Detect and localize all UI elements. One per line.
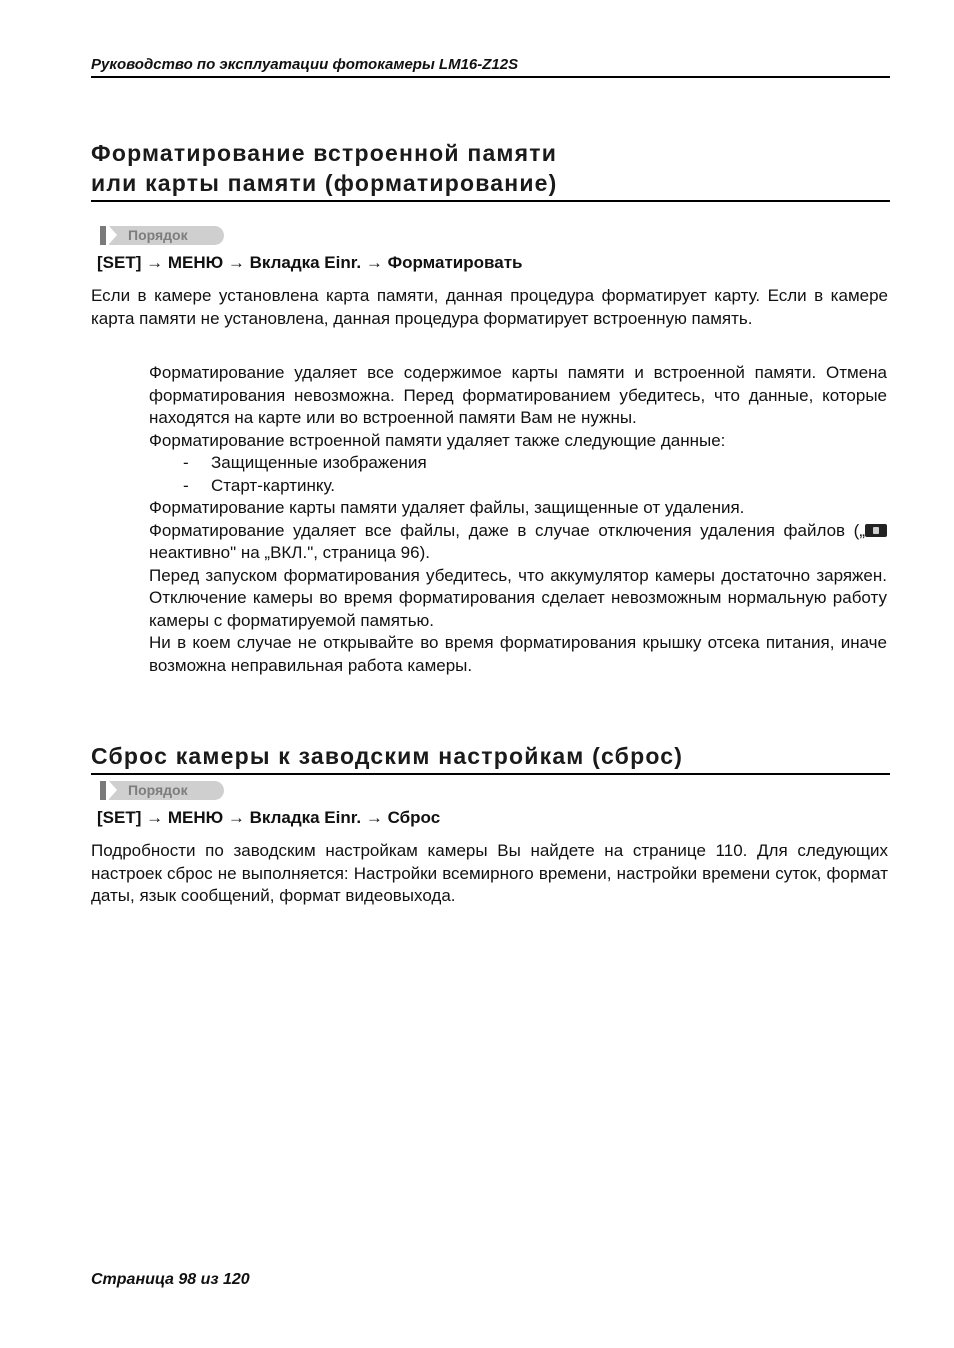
- note-paragraph: [149, 520, 887, 565]
- list-item: [149, 475, 887, 498]
- list-item: [149, 452, 887, 475]
- section-title-line: Форматирование встроенной памяти: [91, 140, 558, 166]
- note-paragraph: Форматирование удаляет все содержимое карты памяти и встроенной памяти. Отмена форматирования невозможна. Перед форматированием убедитесь, что данные, которые находятся на карте или во встроенной памяти Вам не нужны.: [149, 363, 887, 427]
- menu-path-format: [SET] → МЕНЮ → Вкладка Einr. → Форматировать: [97, 253, 523, 272]
- procedure-badge-marker: [100, 781, 106, 800]
- note-paragraph: Форматирование карты памяти удаляет файлы, защищенные от удаления.: [149, 498, 745, 517]
- reset-paragraph: Подробности по заводским настройкам камеры Вы найдете на странице 110. Для следующих настроек сброс не выполняется: Настройки всемирного времени, настройки времени суток, формат даты, язык сообщений, формат видеовыхода.: [91, 841, 888, 905]
- note-text: неактивно" на „ВКЛ.", страница 96).: [149, 543, 430, 562]
- section-title-line: Сброс камеры к заводским настройкам (сброс): [91, 743, 684, 769]
- list-dash: -: [183, 475, 189, 495]
- procedure-badge: [100, 226, 224, 245]
- list-item-text: Защищенные изображения: [211, 453, 427, 472]
- menu-path-reset: [SET] → МЕНЮ → Вкладка Einr. → Сброс: [97, 808, 441, 827]
- list-dash: -: [183, 453, 189, 472]
- document-header: Руководство по эксплуатации фотокамеры LM16-Z12S: [91, 56, 890, 78]
- note-paragraph: Ни в коем случае не открывайте во время форматирования крышку отсека питания, иначе возможна неправильная работа камеры.: [149, 633, 887, 675]
- procedure-badge-marker: [100, 226, 106, 245]
- trash-icon: [865, 524, 887, 537]
- procedure-badge: [100, 781, 224, 800]
- section-title-reset: [91, 741, 890, 775]
- note-paragraph: Форматирование встроенной памяти удаляет также следующие данные:: [149, 430, 726, 450]
- list-item-text: Старт-картинку.: [211, 475, 336, 495]
- page-number: Страница 98 из 120: [91, 1271, 250, 1288]
- section-title-format: [91, 138, 890, 202]
- intro-paragraph: Если в камере установлена карта памяти, данная процедура форматирует карту. Если в камере карта памяти не установлена, данная процедура форматирует встроенную память.: [91, 286, 888, 328]
- procedure-label: Порядок: [128, 782, 188, 798]
- notes-block: [149, 362, 887, 677]
- note-text: Форматирование удаляет все файлы, даже в случае отключения удаления файлов („: [149, 520, 865, 540]
- procedure-label: Порядок: [128, 227, 188, 243]
- section-title-line: или карты памяти (форматирование): [91, 170, 558, 196]
- note-paragraph: Перед запуском форматирования убедитесь, что аккумулятор камеры достаточно заряжен. Отключение камеры во время форматирования сделает невозможным нормальную работу камеры с форматируемой памятью.: [149, 565, 887, 630]
